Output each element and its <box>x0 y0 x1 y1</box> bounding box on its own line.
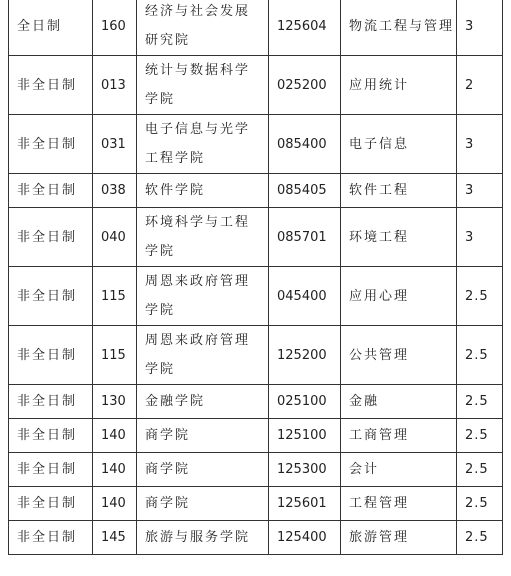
school-code-cell: 140 <box>93 419 137 453</box>
major-name-cell: 工商管理 <box>341 419 457 453</box>
score-cell: 3 <box>457 174 503 208</box>
score-cell: 2.5 <box>457 487 503 521</box>
study-type-cell: 非全日制 <box>9 208 93 267</box>
table-row <box>9 174 503 208</box>
major-code-cell: 045400 <box>269 267 341 326</box>
major-name-cell: 工程管理 <box>341 487 457 521</box>
table-row <box>9 0 503 56</box>
school-name-cell: 商学院 <box>137 453 269 487</box>
school-name-cell: 旅游与服务学院 <box>137 521 269 555</box>
major-name-cell: 应用统计 <box>341 56 457 115</box>
school-name-cell: 周恩来政府管理学院 <box>137 267 269 326</box>
school-name-cell: 商学院 <box>137 419 269 453</box>
study-type-cell: 非全日制 <box>9 56 93 115</box>
school-code-cell: 140 <box>93 453 137 487</box>
school-name-cell: 软件学院 <box>137 174 269 208</box>
table-row <box>9 521 503 555</box>
school-code-cell: 160 <box>93 0 137 56</box>
score-cell: 2.5 <box>457 521 503 555</box>
school-code-cell: 130 <box>93 385 137 419</box>
table-body <box>9 0 503 555</box>
school-name-cell: 周恩来政府管理学院 <box>137 326 269 385</box>
study-type-cell: 非全日制 <box>9 267 93 326</box>
table-row <box>9 419 503 453</box>
school-name-cell: 金融学院 <box>137 385 269 419</box>
major-code-cell: 125601 <box>269 487 341 521</box>
major-code-cell: 125100 <box>269 419 341 453</box>
study-type-cell: 非全日制 <box>9 174 93 208</box>
major-code-cell: 025200 <box>269 56 341 115</box>
school-name-cell: 环境科学与工程学院 <box>137 208 269 267</box>
score-cell: 3 <box>457 208 503 267</box>
major-code-cell: 085701 <box>269 208 341 267</box>
major-code-cell: 125300 <box>269 453 341 487</box>
table-row <box>9 56 503 115</box>
major-name-cell: 金融 <box>341 385 457 419</box>
study-type-cell: 非全日制 <box>9 115 93 174</box>
study-type-cell: 非全日制 <box>9 385 93 419</box>
table-row <box>9 453 503 487</box>
school-code-cell: 031 <box>93 115 137 174</box>
school-name-cell: 统计与数据科学学院 <box>137 56 269 115</box>
major-name-cell: 物流工程与管理 <box>341 0 457 56</box>
major-name-cell: 电子信息 <box>341 115 457 174</box>
score-cell: 2.5 <box>457 419 503 453</box>
table-row <box>9 487 503 521</box>
table-row <box>9 385 503 419</box>
school-code-cell: 145 <box>93 521 137 555</box>
table-row <box>9 115 503 174</box>
school-code-cell: 040 <box>93 208 137 267</box>
major-name-cell: 旅游管理 <box>341 521 457 555</box>
school-code-cell: 115 <box>93 267 137 326</box>
major-code-cell: 085400 <box>269 115 341 174</box>
major-code-cell: 125200 <box>269 326 341 385</box>
score-cell: 2.5 <box>457 453 503 487</box>
major-code-cell: 085405 <box>269 174 341 208</box>
school-code-cell: 013 <box>93 56 137 115</box>
score-cell: 2.5 <box>457 326 503 385</box>
score-cell: 3 <box>457 0 503 56</box>
score-cell: 2 <box>457 56 503 115</box>
major-name-cell: 软件工程 <box>341 174 457 208</box>
study-type-cell: 非全日制 <box>9 326 93 385</box>
score-cell: 2.5 <box>457 267 503 326</box>
major-name-cell: 环境工程 <box>341 208 457 267</box>
school-code-cell: 115 <box>93 326 137 385</box>
score-cell: 2.5 <box>457 385 503 419</box>
admission-table <box>8 0 503 555</box>
study-type-cell: 全日制 <box>9 0 93 56</box>
major-name-cell: 公共管理 <box>341 326 457 385</box>
school-name-cell: 经济与社会发展研究院 <box>137 0 269 56</box>
major-code-cell: 125400 <box>269 521 341 555</box>
major-name-cell: 会计 <box>341 453 457 487</box>
study-type-cell: 非全日制 <box>9 419 93 453</box>
score-cell: 3 <box>457 115 503 174</box>
study-type-cell: 非全日制 <box>9 453 93 487</box>
school-name-cell: 商学院 <box>137 487 269 521</box>
major-code-cell: 025100 <box>269 385 341 419</box>
study-type-cell: 非全日制 <box>9 521 93 555</box>
study-type-cell: 非全日制 <box>9 487 93 521</box>
table-row <box>9 208 503 267</box>
table-row <box>9 267 503 326</box>
school-name-cell: 电子信息与光学工程学院 <box>137 115 269 174</box>
school-code-cell: 140 <box>93 487 137 521</box>
major-code-cell: 125604 <box>269 0 341 56</box>
table-row <box>9 326 503 385</box>
major-name-cell: 应用心理 <box>341 267 457 326</box>
school-code-cell: 038 <box>93 174 137 208</box>
